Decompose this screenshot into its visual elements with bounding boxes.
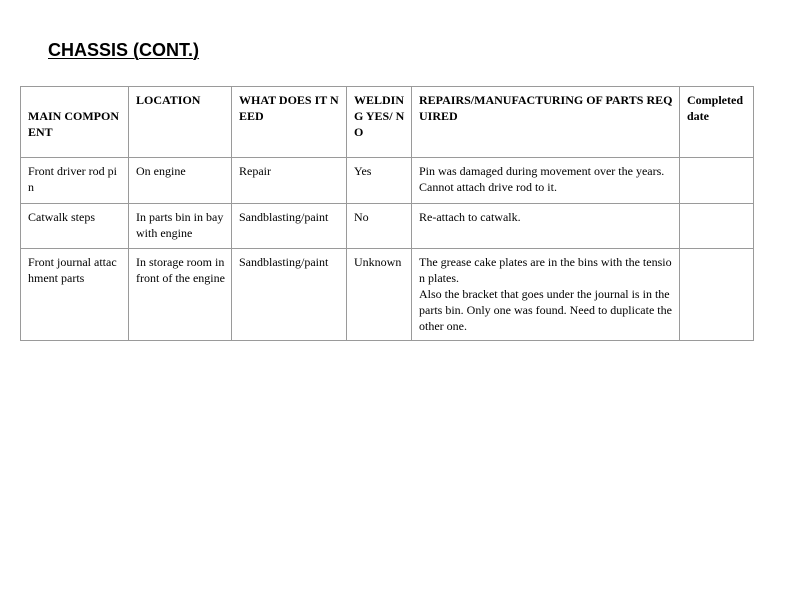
cell-need-text: Sandblasting/paint — [239, 210, 329, 224]
cell-need-text: Repair — [239, 164, 271, 178]
header-completed-date — [680, 87, 754, 158]
cell-repairs — [412, 158, 680, 204]
table-row — [21, 249, 754, 341]
cell-main-component-text: Catwalk steps — [28, 210, 95, 224]
cell-location — [129, 158, 232, 204]
cell-welding-text: Yes — [354, 164, 372, 178]
cell-need — [232, 204, 347, 249]
page-title: CHASSIS (CONT.) — [48, 40, 200, 60]
cell-welding — [347, 249, 412, 341]
cell-repairs-text: Pin was damaged during movement over the years. Cannot attach drive rod to it. — [419, 164, 665, 194]
cell-main-component — [21, 249, 129, 341]
cell-location — [129, 249, 232, 341]
cell-repairs-text: Re-attach to catwalk. — [419, 210, 521, 224]
cell-completed-date — [680, 249, 754, 341]
header-location — [129, 87, 232, 158]
header-main-component-label: MAIN COMPONENT — [28, 109, 119, 139]
table-row — [21, 204, 754, 249]
cell-welding-text: Unknown — [354, 255, 402, 269]
cell-need — [232, 249, 347, 341]
cell-completed-date — [680, 204, 754, 249]
header-welding — [347, 87, 412, 158]
header-what-does-it-need — [232, 87, 347, 158]
header-welding-label: WELDING YES/ NO — [354, 93, 405, 139]
header-repairs — [412, 87, 680, 158]
cell-main-component-text: Front journal attachment parts — [28, 255, 117, 285]
cell-repairs — [412, 204, 680, 249]
cell-repairs-text: The grease cake plates are in the bins with the tension plates. Also the bracket that goes under the journal is in the parts bin. Only one was found. Need to duplicate the other one. — [419, 255, 672, 333]
cell-welding-text: No — [354, 210, 369, 224]
cell-welding — [347, 204, 412, 249]
header-main-component — [21, 87, 129, 158]
cell-location-text: In storage room in front of the engine — [136, 255, 225, 285]
cell-repairs — [412, 249, 680, 341]
cell-main-component-text: Front driver rod pin — [28, 164, 117, 194]
chassis-table — [20, 86, 754, 341]
cell-welding — [347, 158, 412, 204]
cell-need — [232, 158, 347, 204]
cell-completed-date — [680, 158, 754, 204]
header-what-does-it-need-label: WHAT DOES IT NEED — [239, 93, 339, 123]
cell-location-text: In parts bin in bay with engine — [136, 210, 224, 240]
header-repairs-label: REPAIRS/MANUFACTURING OF PARTS REQUIRED — [419, 93, 673, 123]
cell-main-component — [21, 158, 129, 204]
header-location-label: LOCATION — [136, 93, 201, 107]
table-row — [21, 158, 754, 204]
cell-need-text: Sandblasting/paint — [239, 255, 329, 269]
cell-main-component — [21, 204, 129, 249]
cell-location — [129, 204, 232, 249]
cell-location-text: On engine — [136, 164, 186, 178]
table-header-row — [21, 87, 754, 158]
header-completed-date-label: Completed date — [687, 93, 743, 123]
